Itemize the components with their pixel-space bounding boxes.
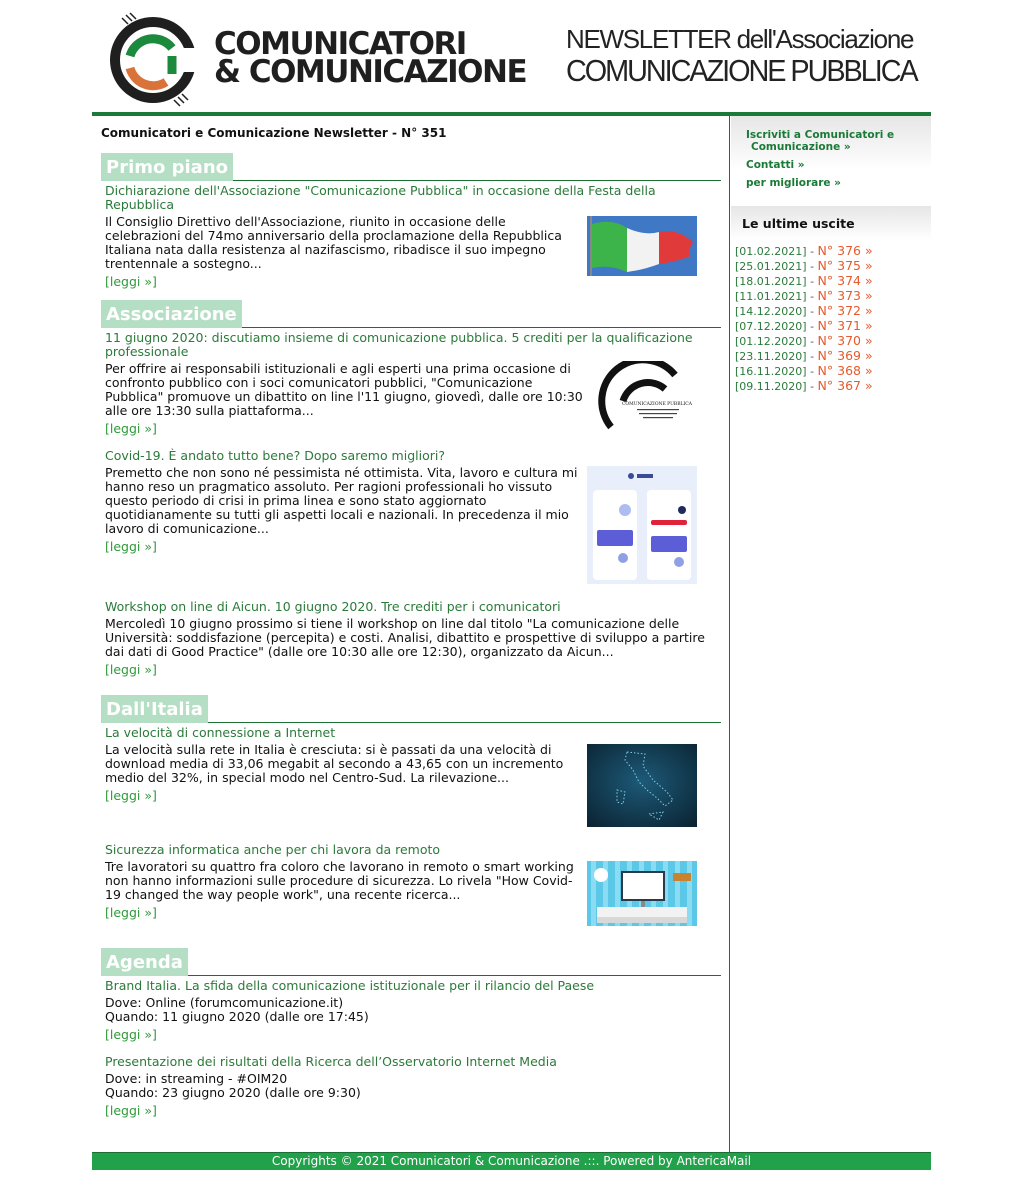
issue-date: [14.12.2020] <box>735 305 807 318</box>
read-more-link[interactable]: [leggi »] <box>105 905 157 920</box>
issue-date: [18.01.2021] <box>735 275 807 288</box>
issue-separator: - <box>806 290 818 303</box>
issue-date: [01.12.2020] <box>735 335 807 348</box>
immuni-app-image[interactable] <box>587 466 697 584</box>
issue-date: [01.02.2021] <box>735 245 807 258</box>
article-title-link[interactable]: Sicurezza informatica anche per chi lavora da remoto <box>105 842 441 857</box>
issue-separator: - <box>806 365 818 378</box>
article-title-link[interactable]: Dichiarazione dell'Associazione "Comunicazione Pubblica" in occasione della Festa della Repubblica <box>105 183 656 212</box>
article-summary: Il Consiglio Direttivo dell'Associazione, riunito in occasione delle celebrazioni del 74mo anniversario della proclamazione della Repubblica Italiana nata dalla resistenza al nazifascismo, ribadisce il suo impegno trentennale a sostegno... <box>105 214 562 271</box>
event-title-link[interactable]: Brand Italia. La sfida della comunicazione istituzionale per il rilancio del Paese <box>105 978 595 993</box>
read-more-link[interactable]: [leggi »] <box>105 1027 157 1042</box>
newsletter-title-line-2: COMUNICAZIONE PUBBLICA <box>566 53 917 88</box>
issue-item <box>735 244 931 259</box>
issue-link[interactable]: N° 369 » <box>817 348 873 363</box>
section-header-dall-italia <box>101 695 721 723</box>
feedback-link[interactable]: per migliorare » <box>746 177 841 189</box>
read-more-link[interactable]: [leggi »] <box>105 662 157 677</box>
issue-separator: - <box>806 350 818 363</box>
section-header-agenda <box>101 948 721 976</box>
article-title-link[interactable]: La velocità di connessione a Internet <box>105 725 336 740</box>
event-title-link[interactable]: Presentazione dei risultati della Ricerca dell’Osservatorio Internet Media <box>105 1054 557 1069</box>
article <box>105 331 715 437</box>
issue-item <box>735 304 931 319</box>
article-title-link[interactable]: Covid-19. È andato tutto bene? Dopo saremo migliori? <box>105 448 445 463</box>
footer-copyright: Copyrights © 2021 Comunicatori & Comunicazione .::. Powered by AntericaMail <box>271 1154 752 1168</box>
article-summary: Premetto che non sono né pessimista né ottimista. Vita, lavoro e cultura mi hanno reso un pragmatico assoluto. Per ragioni professionali ho vissuto questo periodo di crisi in prima linea e sono stato aggiornato quotidianamente su tutti gli aspetti locali e nazionali. In precedenza il mio lavoro di comunicazione... <box>105 465 578 536</box>
issue-date: [07.12.2020] <box>735 320 807 333</box>
agenda-event <box>105 1055 715 1119</box>
article <box>105 726 715 804</box>
brand-line-2: & COMUNICAZIONE <box>214 54 527 90</box>
read-more-link[interactable]: [leggi »] <box>105 788 157 803</box>
issue-date: [11.01.2021] <box>735 290 807 303</box>
issue-separator: - <box>806 380 818 393</box>
event-date: Quando: 23 giugno 2020 (dalle ore 9:30) <box>105 1085 361 1100</box>
sidebar <box>731 116 931 1152</box>
subscribe-link-line-1: Iscriviti a Comunicatori e <box>746 129 895 141</box>
issue-item <box>735 289 931 304</box>
article-title-link[interactable]: 11 giugno 2020: discutiamo insieme di comunicazione pubblica. 5 crediti per la qualificazione professionale <box>105 330 693 359</box>
issue-date: [25.01.2021] <box>735 260 807 273</box>
issue-item <box>735 334 931 349</box>
issue-date: [09.11.2020] <box>735 380 807 393</box>
contacts-link[interactable]: Contatti » <box>746 159 805 171</box>
issue-separator: - <box>806 275 818 288</box>
issue-separator: - <box>806 245 818 258</box>
section-tag: Associazione <box>101 300 242 328</box>
issue-date: [23.11.2020] <box>735 350 807 363</box>
newsletter-title <box>566 24 943 88</box>
issue-item <box>735 259 931 274</box>
newsletter-page <box>92 0 931 1168</box>
comunicazione-pubblica-logo-image[interactable] <box>597 361 697 431</box>
article-summary: Tre lavoratori su quattro fra coloro che lavorano in remoto o smart working non hanno informazioni sulle procedure di sicurezza. Lo rivela "How Covid-19 changed the way people work", una recente ricerca... <box>105 859 574 902</box>
section-tag: Dall'Italia <box>101 695 208 723</box>
article <box>105 843 715 921</box>
newsletter-title-line-1: NEWSLETTER dell'Associazione <box>566 24 914 54</box>
issue-title: Comunicatori e Comunicazione Newsletter - N° 351 <box>101 126 447 140</box>
article-summary: La velocità sulla rete in Italia è cresciuta: si è passati da una velocità di download media di 33,06 megabit al secondo a 43,65 con un incremento medio del 32%, in special modo nel Centro-Sud. La rilevazione... <box>105 742 564 785</box>
section-header-primo-piano <box>101 153 721 181</box>
read-more-link[interactable]: [leggi »] <box>105 539 157 554</box>
recent-issues-list <box>735 244 931 394</box>
section-tag: Agenda <box>101 948 188 976</box>
svg-text:COMUNICAZIONE PUBBLICA: COMUNICAZIONE PUBBLICA <box>621 402 693 407</box>
issue-separator: - <box>806 335 818 348</box>
article-summary: Mercoledì 10 giugno prossimo si tiene il workshop on line dal titolo "La comunicazione delle Università: soddisfazione (percepita) e costi. Analisi, dibattito e prospettive di sviluppo a partire dai dati di Good Practice" (dalle ore 10:30 alle ore 12:30), organizzato da Aicun... <box>105 616 705 659</box>
issue-date: [16.11.2020] <box>735 365 807 378</box>
read-more-link[interactable]: [leggi »] <box>105 274 157 289</box>
section-tag: Primo piano <box>101 153 233 181</box>
issue-link[interactable]: N° 375 » <box>817 258 873 273</box>
cc-logo-icon <box>108 12 198 108</box>
brand-line-1: COMUNICATORI <box>214 26 466 62</box>
footer <box>92 1152 931 1170</box>
remote-desk-illustration-image[interactable] <box>587 861 697 926</box>
main-content <box>92 116 730 1152</box>
issue-link[interactable]: N° 367 » <box>817 378 873 393</box>
section-header-associazione <box>101 300 721 328</box>
subscribe-link-line-2: Comunicazione » <box>751 141 851 153</box>
issue-link[interactable]: N° 373 » <box>817 288 873 303</box>
article <box>105 600 715 678</box>
event-location: Dove: Online (forumcomunicazione.it) <box>105 995 344 1010</box>
issue-separator: - <box>806 260 818 273</box>
issue-link[interactable]: N° 371 » <box>817 318 873 333</box>
issue-item <box>735 379 931 394</box>
recent-issues-heading: Le ultime uscite <box>731 206 931 240</box>
subscribe-link[interactable] <box>746 129 931 153</box>
read-more-link[interactable]: [leggi »] <box>105 421 157 436</box>
issue-link[interactable]: N° 368 » <box>817 363 873 378</box>
sidebar-links <box>731 116 931 206</box>
brand-wordmark <box>214 26 527 90</box>
event-date: Quando: 11 giugno 2020 (dalle ore 17:45) <box>105 1009 369 1024</box>
article-summary: Per offrire ai responsabili istituzionali e agli esperti una prima occasione di confronto pubblico con i soci comunicatori pubblici, "Comunicazione Pubblica" promuove un dibattito on line l'11 giugno, giovedì, dalle ore 10:30 alle ore 13:30 sulla piattaforma... <box>105 361 583 418</box>
issue-item <box>735 274 931 289</box>
article <box>105 184 715 290</box>
header <box>92 0 931 112</box>
issue-link[interactable]: N° 376 » <box>817 243 873 258</box>
issue-separator: - <box>806 320 818 333</box>
article <box>105 449 715 555</box>
issue-link[interactable]: N° 374 » <box>817 273 873 288</box>
agenda-event <box>105 979 715 1043</box>
issue-link[interactable]: N° 372 » <box>817 303 873 318</box>
italian-flag-image[interactable] <box>587 216 697 276</box>
issue-item <box>735 364 931 379</box>
issue-item <box>735 319 931 334</box>
issue-item <box>735 349 931 364</box>
article-title-link[interactable]: Workshop on line di Aicun. 10 giugno 2020. Tre crediti per i comunicatori <box>105 599 561 614</box>
event-location: Dove: in streaming - #OIM20 <box>105 1071 288 1086</box>
issue-link[interactable]: N° 370 » <box>817 333 873 348</box>
read-more-link[interactable]: [leggi »] <box>105 1103 157 1118</box>
issue-separator: - <box>806 305 818 318</box>
italy-network-map-image[interactable] <box>587 744 697 827</box>
